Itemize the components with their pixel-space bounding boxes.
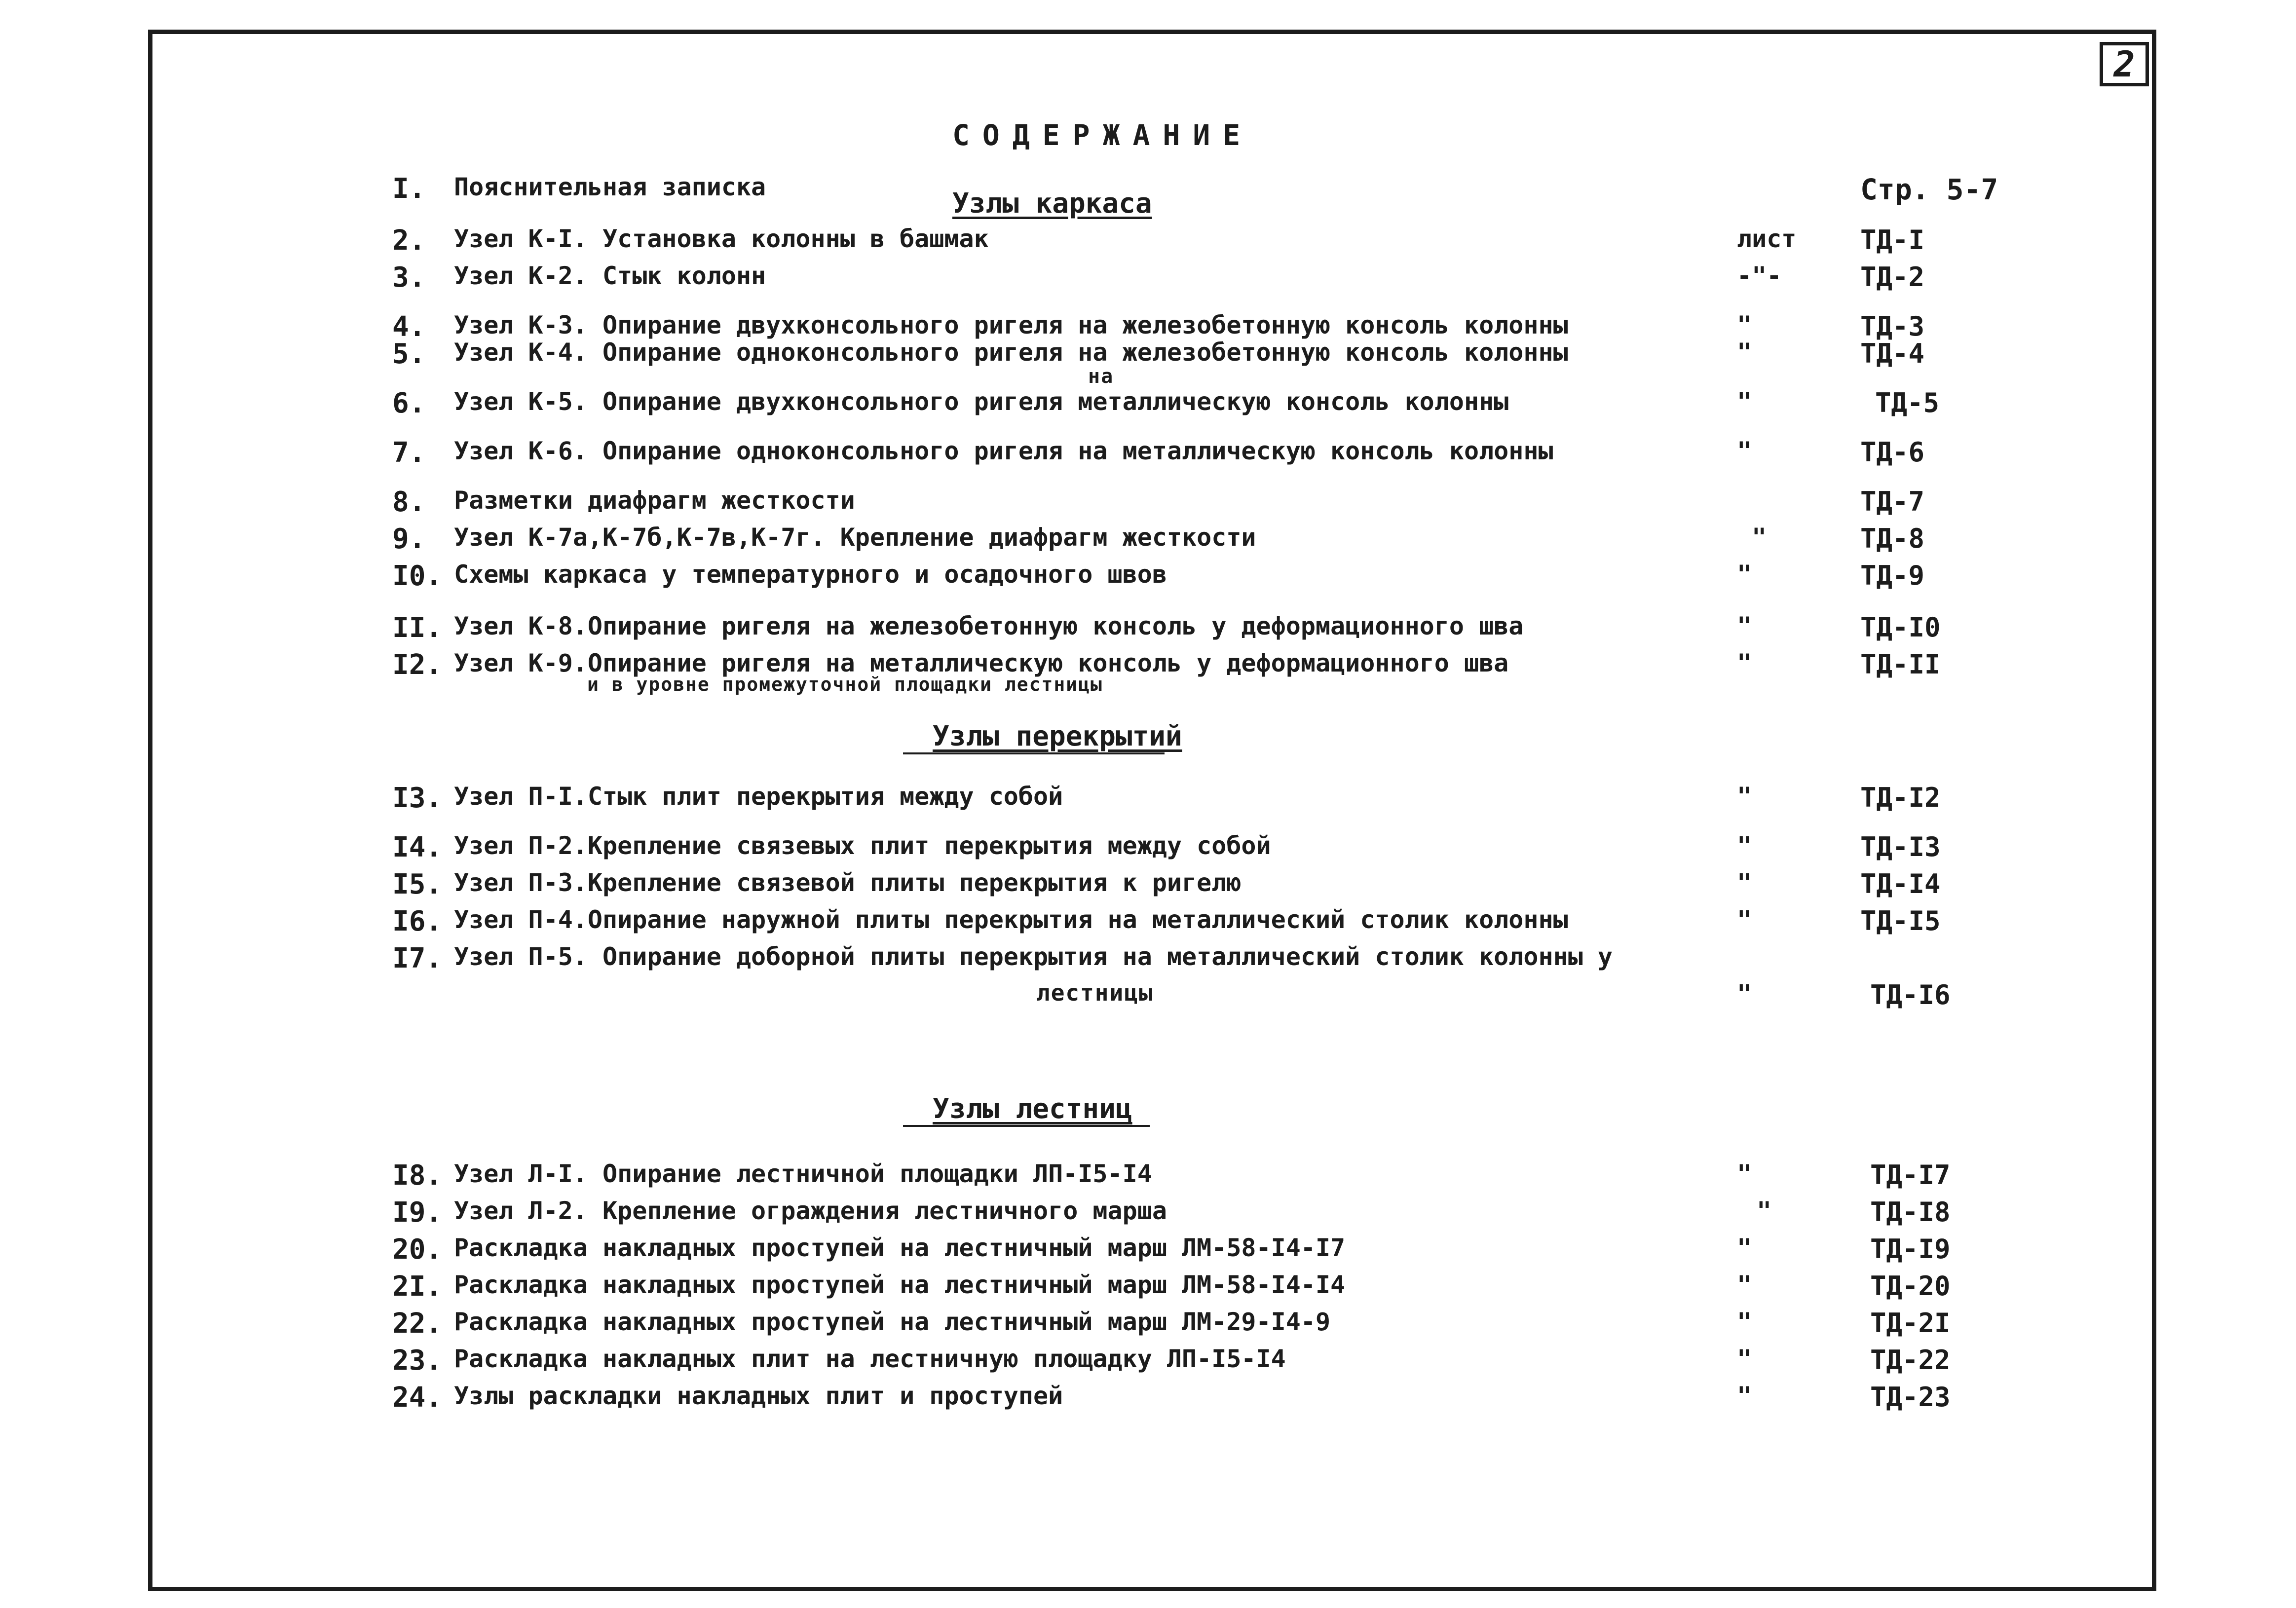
toc-row-ref: ТД-I6 (1870, 979, 1951, 1010)
section-floors-heading: Узлы перекрытий (933, 720, 1182, 752)
toc-row (0, 612, 2296, 646)
toc-row-number: I3. (392, 782, 443, 814)
toc-row-number: 2I. (392, 1271, 443, 1303)
toc-row-insert: на (1088, 365, 1114, 388)
toc-row (0, 1271, 2296, 1305)
toc-row-text: Узел К-6. Опирание одноконсольного ригеля на металлическую консоль колонны (454, 437, 1553, 465)
toc-row-text: Узел К-3. Опирание двухконсольного ригеля на железобетонную консоль колонны (454, 311, 1568, 339)
toc-row-sheet: " (1737, 782, 1752, 811)
toc-row-number: I9. (392, 1197, 443, 1229)
toc-row-continuation: и в уровне промежуточной площадки лестницы (587, 673, 1103, 695)
toc-row-text: Узел Л-I. Опирание лестничной площадки ЛП-I5-I4 (454, 1159, 1152, 1188)
toc-row (0, 942, 2296, 1010)
toc-row-text: Узел П-3.Крепление связевой плиты перекрытия к ригелю (454, 868, 1242, 897)
toc-row-sheet: " (1737, 649, 1752, 677)
toc-row-ref: ТД-4 (1860, 338, 1925, 369)
toc-row (0, 1234, 2296, 1268)
toc-row-text: Узел П-4.Опирание наружной плиты перекрытия на металлический столик колонны (454, 905, 1568, 934)
toc-row-text: Раскладка накладных проступей на лестничный марш ЛМ-58-I4-I7 (454, 1234, 1346, 1262)
toc-row (0, 1197, 2296, 1231)
toc-row-ref: ТД-I3 (1860, 831, 1941, 862)
toc-row-ref: ТД-I (1860, 224, 1925, 256)
toc-row-sheet: " (1737, 387, 1752, 416)
toc-row-sheet: " (1737, 868, 1752, 897)
toc-row-number: 3. (392, 262, 426, 294)
toc-row-sheet: " (1737, 1159, 1752, 1188)
toc-row-text: Раскладка накладных плит на лестничную площадку ЛП-I5-I4 (454, 1345, 1286, 1373)
toc-row-text: Узел К-5. Опирание двухконсольного ригеля металлическую консоль колонны (454, 387, 1509, 416)
toc-row (0, 437, 2296, 471)
toc-row-number: 9. (392, 523, 426, 555)
toc-row-number: 7. (392, 437, 426, 469)
toc-row-number: I5. (392, 868, 443, 900)
toc-row (0, 831, 2296, 866)
toc-row-number: I4. (392, 831, 443, 863)
toc-row-sheet: " (1737, 560, 1752, 589)
toc-row (0, 262, 2296, 296)
toc-row (0, 486, 2296, 521)
toc-row-sheet: " (1737, 437, 1752, 465)
page-number: 2 (2100, 42, 2149, 86)
toc-row-text: Узел К-9.Опирание ригеля на металлическую консоль у деформационного шва (454, 649, 1509, 677)
toc-row-ref: ТД-6 (1860, 437, 1925, 468)
toc-row-sheet: " (1737, 979, 1752, 1008)
toc-row-ref: ТД-22 (1870, 1345, 1951, 1376)
toc-row-text: Узел Л-2. Крепление ограждения лестничного марша (454, 1197, 1167, 1225)
toc-row-ref: ТД-I5 (1860, 905, 1941, 936)
toc-row-sheet: " (1737, 311, 1752, 339)
section-stairs-heading: Узлы лестниц (933, 1093, 1132, 1125)
toc-row-number: 22. (392, 1308, 443, 1340)
toc-row-ref: ТД-3 (1860, 311, 1925, 342)
toc-row-text: Узел К-7а,К-7б,К-7в,К-7г. Крепление диафрагм жесткости (454, 523, 1256, 552)
page-title: СОДЕРЖАНИЕ (952, 118, 1253, 152)
toc-row (0, 868, 2296, 903)
section-frame-heading: Узлы каркаса (952, 187, 1152, 220)
toc-row-continuation: лестницы (1036, 979, 1154, 1006)
toc-row-sheet: " (1737, 1308, 1752, 1336)
toc-row-text: Узел К-8.Опирание ригеля на железобетонную консоль у деформационного шва (454, 612, 1524, 640)
toc-row (0, 338, 2296, 373)
toc-row-sheet: " (1737, 831, 1752, 860)
toc-row-text: Узел К-4. Опирание одноконсольного ригеля на железобетонную консоль колонны (454, 338, 1568, 367)
toc-row-sheet: " (1737, 1234, 1752, 1262)
toc-row-text: Узел П-2.Крепление связевых плит перекрытия между собой (454, 831, 1271, 860)
toc-row-ref: ТД-I7 (1870, 1159, 1951, 1191)
toc-row-sheet: " (1737, 612, 1752, 640)
toc-row-text: Пояснительная записка (454, 173, 766, 201)
toc-row-ref: ТД-I8 (1870, 1197, 1951, 1228)
toc-row-sheet: " (1757, 1197, 1772, 1225)
toc-row-number: I. (392, 173, 426, 205)
toc-row-ref: ТД-9 (1860, 560, 1925, 591)
toc-row-number: 23. (392, 1345, 443, 1377)
toc-row-sheet: -"- (1737, 262, 1782, 290)
toc-row-sheet: " (1737, 1271, 1752, 1299)
toc-row-number: I2. (392, 649, 443, 681)
toc-row-ref: ТД-I2 (1860, 782, 1941, 813)
toc-row-ref: ТД-I0 (1860, 612, 1941, 643)
section-floors-rule (903, 752, 1165, 754)
toc-row-number: 6. (392, 387, 426, 419)
section-stairs-rule (903, 1125, 1150, 1127)
toc-row-sheet: " (1737, 1382, 1752, 1410)
toc-row-number: 24. (392, 1382, 443, 1414)
toc-row (0, 1345, 2296, 1379)
toc-row (0, 782, 2296, 817)
toc-row-text: Узел К-2. Стык колонн (454, 262, 766, 290)
toc-row-text: Узлы раскладки накладных плит и проступей (454, 1382, 1063, 1410)
toc-row-ref: ТД-I9 (1870, 1234, 1951, 1265)
toc-row-text: Схемы каркаса у температурного и осадочного швов (454, 560, 1167, 589)
toc-row-number: 8. (392, 486, 426, 518)
toc-row (0, 560, 2296, 595)
toc-row-ref: Стр. 5-7 (1860, 173, 1998, 206)
toc-row-text: Раскладка накладных проступей на лестничный марш ЛМ-29-I4-9 (454, 1308, 1331, 1336)
toc-row-number: II. (392, 612, 443, 644)
toc-row-number: I0. (392, 560, 443, 592)
toc-row-text: Узел П-I.Стык плит перекрытия между собой (454, 782, 1063, 811)
toc-row (0, 224, 2296, 259)
toc-row (0, 1308, 2296, 1342)
toc-row-ref: ТД-2 (1860, 262, 1925, 293)
toc-row (0, 365, 2296, 422)
toc-row-ref: ТД-I4 (1860, 868, 1941, 899)
toc-row-sheet: " (1752, 523, 1767, 552)
toc-row-ref: ТД-23 (1870, 1382, 1951, 1413)
toc-row-ref: ТД-8 (1860, 523, 1925, 554)
toc-row-sheet: " (1737, 338, 1752, 367)
toc-row (0, 649, 2296, 695)
toc-row (0, 173, 2296, 207)
toc-row (0, 1382, 2296, 1416)
toc-row-ref: ТД-5 (1875, 387, 1940, 418)
toc-row-sheet: " (1737, 905, 1752, 934)
toc-row-number: 4. (392, 311, 426, 343)
toc-row-number: I8. (392, 1159, 443, 1192)
toc-row-number: 5. (392, 338, 426, 370)
toc-row (0, 523, 2296, 558)
toc-row-sheet: лист (1737, 224, 1797, 253)
toc-row-text: Узел К-I. Установка колонны в башмак (454, 224, 989, 253)
toc-row-sheet: " (1737, 1345, 1752, 1373)
toc-row-number: 20. (392, 1234, 443, 1266)
toc-row (0, 1159, 2296, 1194)
toc-row-number: I6. (392, 905, 443, 937)
toc-row-ref: ТД-II (1860, 649, 1941, 680)
toc-row (0, 905, 2296, 940)
toc-row-number: I7. (392, 942, 443, 974)
toc-row-ref: ТД-20 (1870, 1271, 1951, 1302)
toc-row-number: 2. (392, 224, 426, 257)
toc-row-ref: ТД-7 (1860, 486, 1925, 517)
toc-row-text: Разметки диафрагм жесткости (454, 486, 855, 515)
toc-row-text: Узел П-5. Опирание доборной плиты перекрытия на металлический столик колонны у (454, 942, 1613, 971)
toc-row-ref: ТД-2I (1870, 1308, 1951, 1339)
toc-row-text: Раскладка накладных проступей на лестничный марш ЛМ-58-I4-I4 (454, 1271, 1346, 1299)
